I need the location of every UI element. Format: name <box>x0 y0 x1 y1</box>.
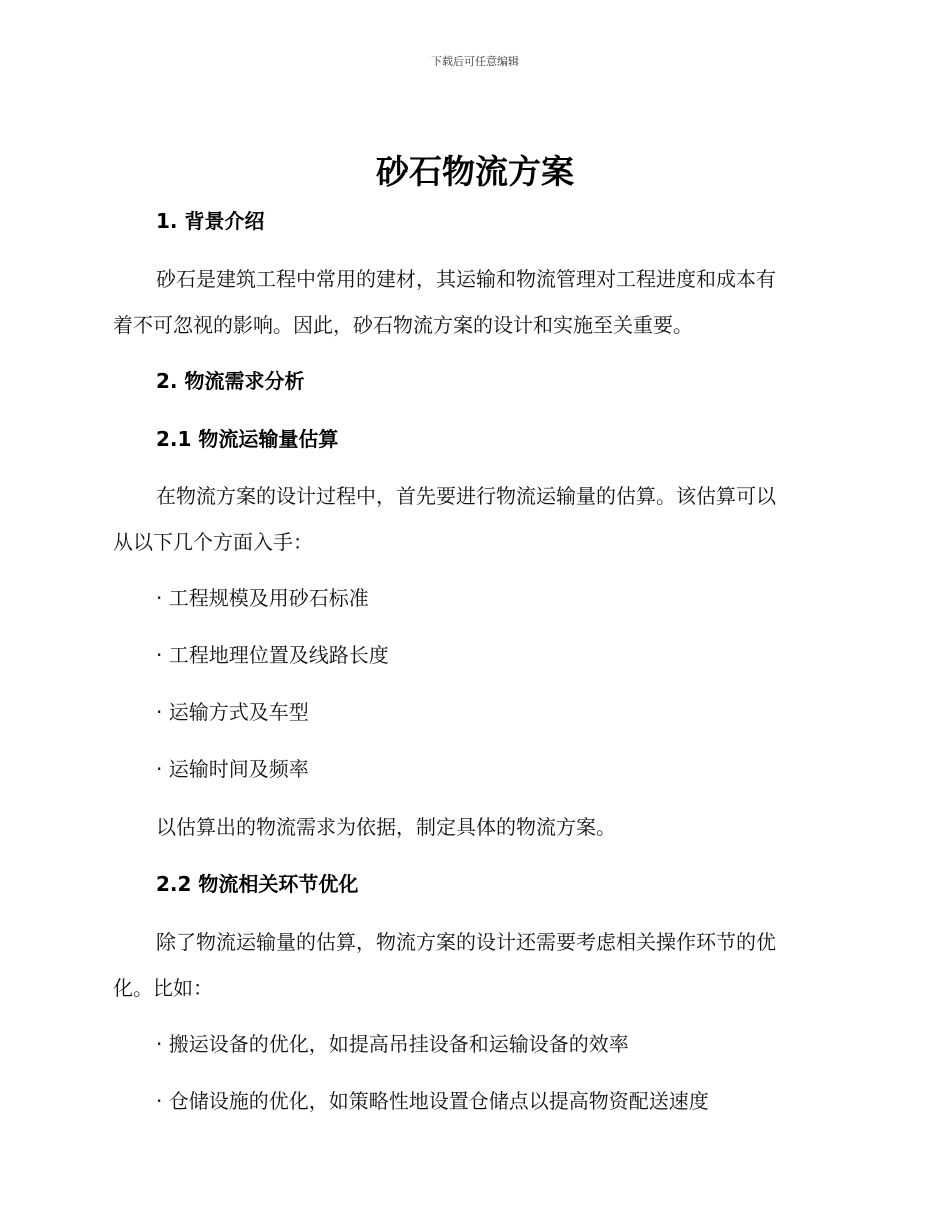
list-item: · 仓储设施的优化，如策略性地设置仓储点以提高物资配送速度 <box>156 1089 709 1113</box>
paragraph-optimization-line-2: 化。比如： <box>113 976 213 1000</box>
paragraph-volume-line-1: 在物流方案的设计过程中，首先要进行物流运输量的估算。该估算可以 <box>156 484 776 508</box>
list-item: · 工程地理位置及线路长度 <box>156 643 389 667</box>
list-item: · 工程规模及用砂石标准 <box>156 586 369 610</box>
section-heading-background: 1. 背景介绍 <box>156 209 265 233</box>
section-heading-demand-analysis: 2. 物流需求分析 <box>156 369 305 393</box>
paragraph-volume-line-2: 从以下几个方面入手： <box>113 530 313 554</box>
paragraph-volume-conclusion: 以估算出的物流需求为依据，制定具体的物流方案。 <box>156 815 616 839</box>
header-note: 下载后可任意编辑 <box>431 55 519 68</box>
document-title: 砂石物流方案 <box>376 152 574 191</box>
paragraph-background-line-2: 着不可忽视的影响。因此，砂石物流方案的设计和实施至关重要。 <box>113 313 693 337</box>
subsection-heading-optimization: 2.2 物流相关环节优化 <box>156 872 359 896</box>
paragraph-optimization-line-1: 除了物流运输量的估算，物流方案的设计还需要考虑相关操作环节的优 <box>156 930 776 954</box>
list-item: · 搬运设备的优化，如提高吊挂设备和运输设备的效率 <box>156 1032 629 1056</box>
subsection-heading-volume-estimate: 2.1 物流运输量估算 <box>156 427 339 451</box>
list-item: · 运输方式及车型 <box>156 700 309 724</box>
list-item: · 运输时间及频率 <box>156 757 309 781</box>
paragraph-background-line-1: 砂石是建筑工程中常用的建材，其运输和物流管理对工程进度和成本有 <box>156 267 776 291</box>
